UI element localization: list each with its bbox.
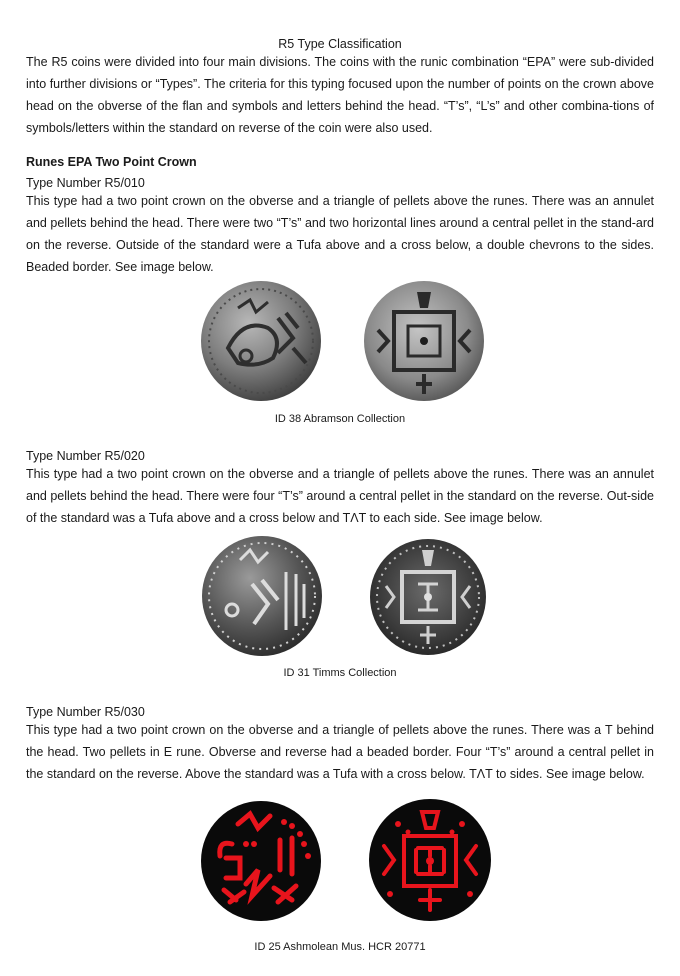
coin-reverse-image bbox=[368, 536, 488, 658]
coin-reverse-image bbox=[368, 798, 492, 922]
type-number-r5-010: Type Number R5/010 bbox=[26, 176, 145, 190]
coin-obverse-image bbox=[200, 800, 322, 922]
caption-r5-030: ID 25 Ashmolean Mus. HCR 20771 bbox=[254, 941, 426, 953]
type-number-r5-030: Type Number R5/030 bbox=[26, 705, 145, 719]
type-description-r5-030: This type had a two point crown on the obverse and a triangle of pellets above the runes. There was a T behind the head. Two pellets in E rune. Obverse and reverse had a beaded border. Four “T’s” around a central pellet in the standard on the reverse. Above the standard was a Tufa with a cross below. TΛT to sides. See image below. bbox=[26, 723, 654, 781]
coin-images-r5-020 bbox=[26, 534, 654, 662]
caption-r5-020: ID 31 Timms Collection bbox=[283, 667, 397, 679]
coin-images-r5-010 bbox=[26, 278, 654, 406]
coin-obverse-image bbox=[198, 278, 324, 404]
type-description-r5-020: This type had a two point crown on the obverse and a triangle of pellets above the runes. There was an annulet and pellets behind the head. There were four “T’s” around a central pellet in the standard on the reverse. Out-side of the standard was a Tufa above and a cross below and TΛT to each side. See image below. bbox=[26, 467, 654, 525]
type-description-r5-010: This type had a two point crown on the obverse and a triangle of pellets above the runes. There was an annulet and pellets behind the head. There were two “T’s” and two horizontal lines around a central pellet in the stand-ard on the reverse. Outside of the standard were a Tufa above and a cross below, a double chevrons to the sides. Beaded border. See image below. bbox=[26, 194, 654, 274]
type-number-r5-020: Type Number R5/020 bbox=[26, 449, 145, 463]
intro-paragraph: The R5 coins were divided into four main divisions. The coins with the runic combination “EPA” were sub-divided into further divisions or “Types”. The criteria for this typing focused upon the number of points on the crown above head on the obverse of the flan and symbols and letters behind the head. “T’s”, “L’s” and other combina-tions of symbols/letters within the standard on reverse of the coin were also used. bbox=[26, 55, 654, 135]
caption-r5-010: ID 38 Abramson Collection bbox=[274, 413, 406, 425]
page-title: R5 Type Classification bbox=[278, 37, 402, 51]
coin-images-r5-030 bbox=[26, 798, 654, 922]
coin-reverse-image bbox=[362, 278, 486, 404]
section-heading: Runes EPA Two Point Crown bbox=[26, 155, 197, 169]
coin-obverse-image bbox=[200, 534, 324, 658]
